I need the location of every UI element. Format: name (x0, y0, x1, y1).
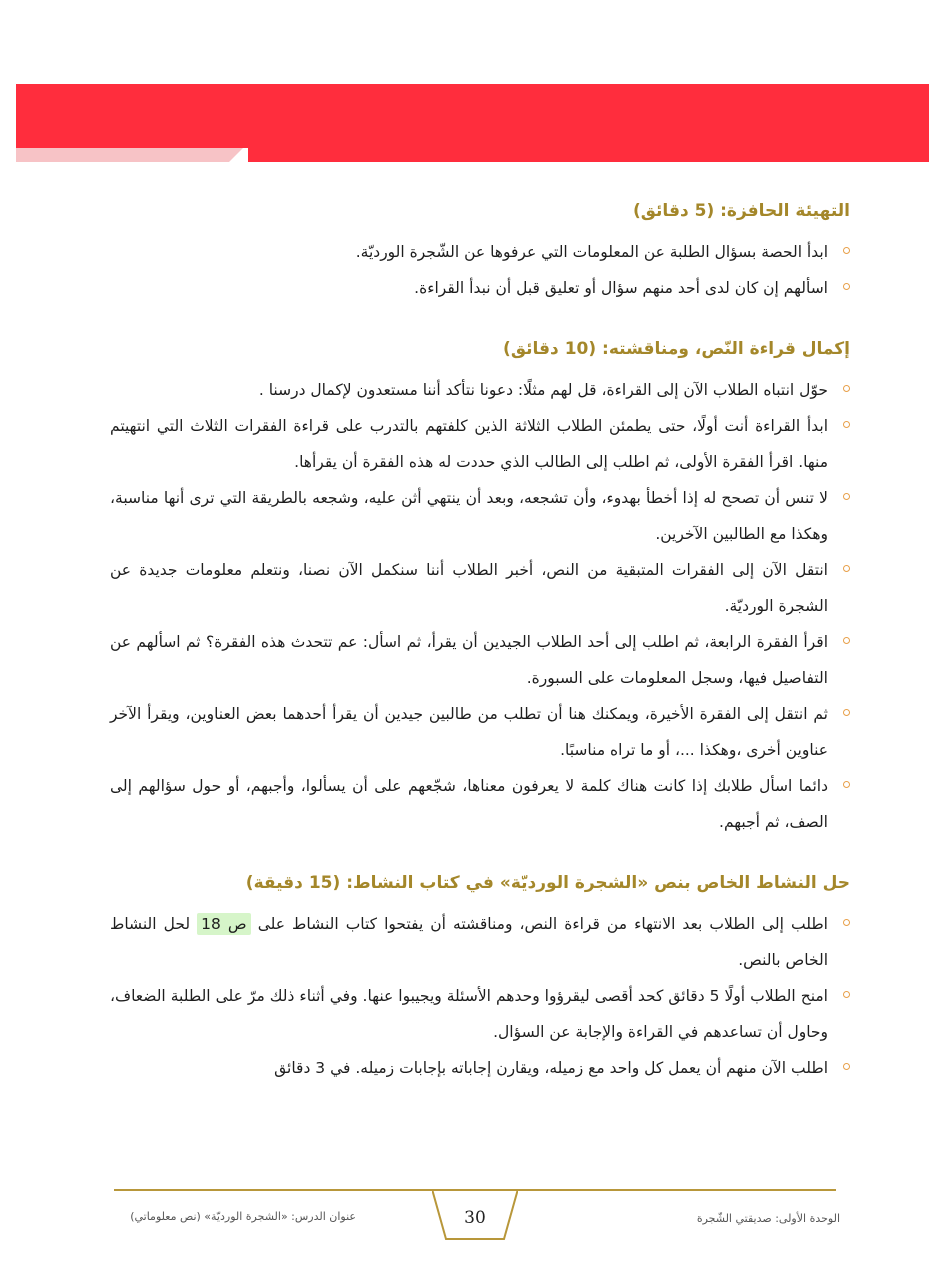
banner-pink-strip (16, 148, 229, 162)
banner-red-strip (248, 148, 929, 162)
list-item: ثم انتقل إلى الفقرة الأخيرة، ويمكنك هنا أن تطلب من طالبين جيدين أن يقرأ أحدهما بعض العناوين، ويقرأ الآخر عناوين أخرى ،وهكذا ...، أو ما تراه مناسبًا. (110, 696, 850, 768)
bullet-icon (843, 1063, 850, 1070)
page-reference-highlight: ص 18 (197, 913, 251, 935)
header-banner (16, 84, 929, 162)
page-content (110, 198, 850, 1116)
bullet-icon (843, 991, 850, 998)
bullet-icon (843, 247, 850, 254)
section-reading (110, 336, 850, 840)
list-item: اطلب إلى الطلاب بعد الانتهاء من قراءة النص، ومناقشته أن يفتحوا كتاب النشاط على ص 18 لحل النشاط الخاص بالنص. (110, 906, 850, 978)
list-item: ابدأ الحصة بسؤال الطلبة عن المعلومات التي عرفوها عن الشّجرة الورديّة. (110, 234, 850, 270)
footer-lesson-title: عنوان الدرس: «الشجرة الورديّة» (نص معلوماتي) (130, 1210, 356, 1223)
bullet-icon (843, 283, 850, 290)
bullet-icon (843, 919, 850, 926)
list-item: حوّل انتباه الطلاب الآن إلى القراءة، قل لهم مثلًا: دعونا نتأكد أننا مستعدون لإكمال درسنا . (110, 372, 850, 408)
list-item: اقرأ الفقرة الرابعة، ثم اطلب إلى أحد الطلاب الجيدين أن يقرأ، ثم اسأل: عم تتحدث هذه الفقرة؟ ثم اسألهم عن التفاصيل فيها، وسجل المعلومات على السبورة. (110, 624, 850, 696)
section-warmup (110, 198, 850, 306)
bullet-icon (843, 637, 850, 644)
banner-notch (229, 148, 243, 162)
section-title: إكمال قراءة النّص، ومناقشته: (10 دقائق) (503, 339, 850, 359)
list-item: اطلب الآن منهم أن يعمل كل واحد مع زميله، ويقارن إجاباته بإجابات زميله. في 3 دقائق (110, 1050, 850, 1086)
bullet-icon (843, 385, 850, 392)
footer-unit-title: الوحدة الأولى: صديقتي الشّجرة (696, 1212, 840, 1225)
section-activity (110, 870, 850, 1086)
bullet-icon (843, 781, 850, 788)
bullet-icon (843, 709, 850, 716)
list-item: ابدأ القراءة أنت أولًا، حتى يطمئن الطلاب الثلاثة الذين كلفتهم بالتدرب على قراءة الفقرات الثلاث التي انتهيتم منها. اقرأ الفقرة الأولى، ثم اطلب إلى الطالب الذي حددت له هذه الفقرة أن يقرأها. (110, 408, 850, 480)
list-item: امنح الطلاب أولًا 5 دقائق كحد أقصى ليقرؤوا وحدهم الأسئلة ويجيبوا عنها. وفي أثناء ذلك مرّ على الطلبة الضعاف، وحاول أن تساعدهم في القراءة والإجابة عن السؤال. (110, 978, 850, 1050)
bullet-icon (843, 565, 850, 572)
section-title: حل النشاط الخاص بنص «الشجرة الورديّة» في كتاب النشاط: (15 دقيقة) (245, 873, 850, 893)
bullet-icon (843, 493, 850, 500)
section-title: التهيئة الحافزة: (5 دقائق) (632, 201, 850, 221)
page-number: 30 (464, 1208, 486, 1228)
banner-red-band (16, 84, 929, 148)
list-item: انتقل الآن إلى الفقرات المتبقية من النص، أخبر الطلاب أننا سنكمل الآن نصنا، ونتعلم معلومات جديدة عن الشجرة الورديّة. (110, 552, 850, 624)
bullet-icon (843, 421, 850, 428)
list-item: لا تنس أن تصحح له إذا أخطأ بهدوء، وأن تشجعه، وبعد أن ينتهي أثن عليه، وشجعه بالطريقة التي ترى أنها مناسبة، وهكذا مع الطالبين الآخرين. (110, 480, 850, 552)
list-item: اسألهم إن كان لدى أحد منهم سؤال أو تعليق قبل أن نبدأ القراءة. (110, 270, 850, 306)
list-item: دائما اسأل طلابك إذا كانت هناك كلمة لا يعرفون معناها، شجّعهم على أن يسألوا، وأجبهم، أو حول سؤالهم إلى الصف، ثم أجبهم. (110, 768, 850, 840)
